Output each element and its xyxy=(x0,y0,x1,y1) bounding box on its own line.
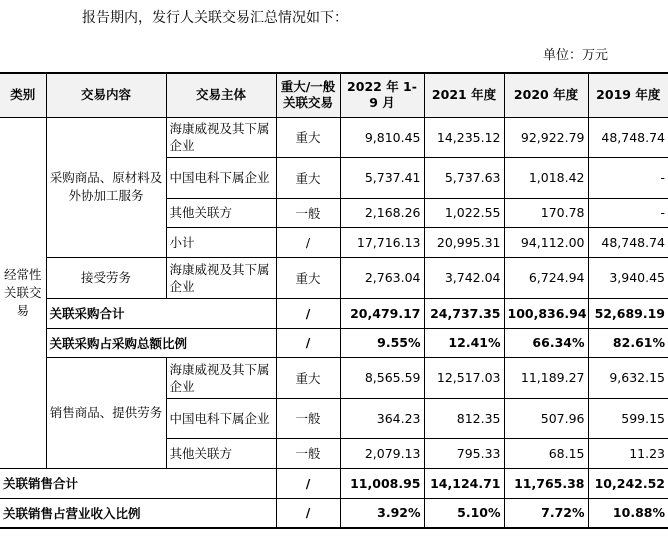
value-cell: 48,748.74 xyxy=(588,117,668,157)
party-cell: 中国电科下属企业 xyxy=(166,398,276,438)
value-cell: 14,235.12 xyxy=(424,117,504,157)
value-cell: - xyxy=(588,157,668,198)
header-category: 类别 xyxy=(0,73,46,117)
major-cell: / xyxy=(276,227,340,257)
table-row xyxy=(0,357,668,398)
table-row xyxy=(0,257,668,298)
value-cell: 66.34% xyxy=(504,328,588,357)
header-major: 重大/一般关联交易 xyxy=(276,73,340,117)
purchase-total-row xyxy=(0,298,668,328)
value-cell: 94,112.00 xyxy=(504,227,588,257)
major-cell: 重大 xyxy=(276,157,340,198)
major-cell: 一般 xyxy=(276,438,340,468)
value-cell: 20,479.17 xyxy=(340,298,424,328)
purchase-ratio-row xyxy=(0,328,668,357)
value-cell: 12,517.03 xyxy=(424,357,504,398)
content-cell: 采购商品、原材料及外协加工服务 xyxy=(46,117,166,257)
major-cell: 重大 xyxy=(276,117,340,157)
value-cell: 48,748.74 xyxy=(588,227,668,257)
value-cell: 12.41% xyxy=(424,328,504,357)
table-row xyxy=(0,117,668,157)
value-cell: 100,836.94 xyxy=(504,298,588,328)
ratio-label: 关联采购占采购总额比例 xyxy=(46,328,276,357)
header-party: 交易主体 xyxy=(166,73,276,117)
value-cell: 2,079.13 xyxy=(340,438,424,468)
header-2021: 2021 年度 xyxy=(424,73,504,117)
value-cell: 5,737.63 xyxy=(424,157,504,198)
value-cell: 11,189.27 xyxy=(504,357,588,398)
value-cell: 14,124.71 xyxy=(424,468,504,498)
party-cell: 海康威视及其下属企业 xyxy=(166,357,276,398)
intro-text: 报告期内，发行人关联交易汇总情况如下： xyxy=(82,10,348,26)
value-cell: 795.33 xyxy=(424,438,504,468)
value-cell: 17,716.13 xyxy=(340,227,424,257)
value-cell: 11.23 xyxy=(588,438,668,468)
sales-total-row xyxy=(0,468,668,498)
value-cell: 68.15 xyxy=(504,438,588,468)
ratio-label: 关联销售占营业收入比例 xyxy=(0,498,276,528)
party-cell: 中国电科下属企业 xyxy=(166,157,276,198)
major-cell: 一般 xyxy=(276,398,340,438)
header-2022: 2022 年 1-9 月 xyxy=(340,73,424,117)
value-cell: 599.15 xyxy=(588,398,668,438)
value-cell: 10,242.52 xyxy=(588,468,668,498)
major-cell: 一般 xyxy=(276,198,340,227)
total-label: 关联采购合计 xyxy=(46,298,276,328)
value-cell: 24,737.35 xyxy=(424,298,504,328)
header-2019: 2019 年度 xyxy=(588,73,668,117)
value-cell: 3.92% xyxy=(340,498,424,528)
header-row xyxy=(0,73,668,117)
value-cell: 507.96 xyxy=(504,398,588,438)
value-cell: 2,168.26 xyxy=(340,198,424,227)
value-cell: 11,008.95 xyxy=(340,468,424,498)
value-cell: 92,922.79 xyxy=(504,117,588,157)
value-cell: 364.23 xyxy=(340,398,424,438)
value-cell: - xyxy=(588,198,668,227)
total-label: 关联销售合计 xyxy=(0,468,276,498)
value-cell: 1,018.42 xyxy=(504,157,588,198)
sales-ratio-row xyxy=(0,498,668,528)
category-cell: 经常性关联交易 xyxy=(0,117,46,468)
value-cell: 82.61% xyxy=(588,328,668,357)
major-cell: / xyxy=(276,328,340,357)
major-cell: 重大 xyxy=(276,357,340,398)
value-cell: 7.72% xyxy=(504,498,588,528)
value-cell: 11,765.38 xyxy=(504,468,588,498)
value-cell: 5.10% xyxy=(424,498,504,528)
related-transactions-table xyxy=(0,72,668,529)
major-cell: / xyxy=(276,298,340,328)
value-cell: 2,763.04 xyxy=(340,257,424,298)
value-cell: 170.78 xyxy=(504,198,588,227)
value-cell: 3,940.45 xyxy=(588,257,668,298)
major-cell: / xyxy=(276,498,340,528)
party-cell: 其他关联方 xyxy=(166,438,276,468)
value-cell: 1,022.55 xyxy=(424,198,504,227)
unit-label: 单位：万元 xyxy=(542,48,608,63)
value-cell: 3,742.04 xyxy=(424,257,504,298)
party-cell: 其他关联方 xyxy=(166,198,276,227)
value-cell: 8,565.59 xyxy=(340,357,424,398)
header-content: 交易内容 xyxy=(46,73,166,117)
major-cell: / xyxy=(276,468,340,498)
party-cell: 海康威视及其下属企业 xyxy=(166,257,276,298)
value-cell: 5,737.41 xyxy=(340,157,424,198)
major-cell: 重大 xyxy=(276,257,340,298)
value-cell: 9.55% xyxy=(340,328,424,357)
value-cell: 20,995.31 xyxy=(424,227,504,257)
value-cell: 812.35 xyxy=(424,398,504,438)
content-cell: 销售商品、提供劳务 xyxy=(46,357,166,468)
value-cell: 6,724.94 xyxy=(504,257,588,298)
party-cell: 海康威视及其下属企业 xyxy=(166,117,276,157)
value-cell: 10.88% xyxy=(588,498,668,528)
content-cell: 接受劳务 xyxy=(46,257,166,298)
value-cell: 52,689.19 xyxy=(588,298,668,328)
value-cell: 9,632.15 xyxy=(588,357,668,398)
value-cell: 9,810.45 xyxy=(340,117,424,157)
party-cell: 小计 xyxy=(166,227,276,257)
header-2020: 2020 年度 xyxy=(504,73,588,117)
